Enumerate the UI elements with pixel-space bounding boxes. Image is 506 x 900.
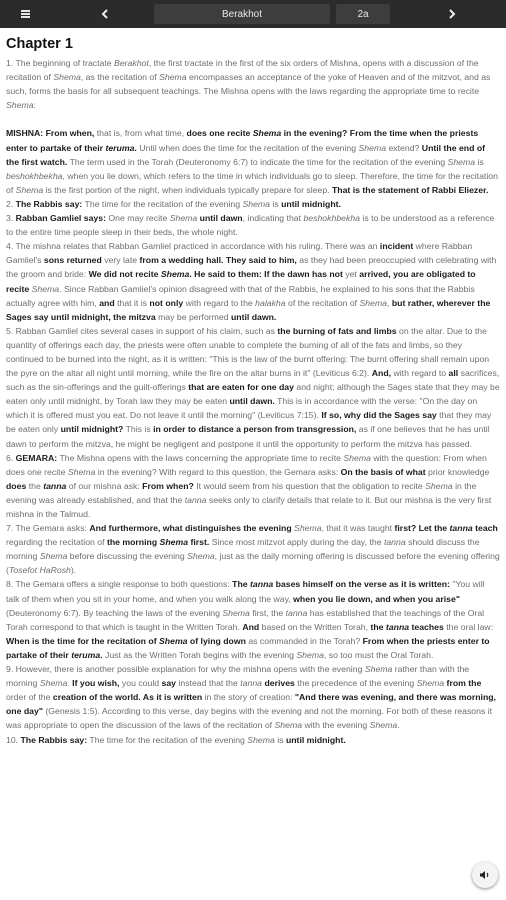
- text-segment: . He said to them: If the dawn has not: [189, 269, 343, 280]
- text-segment: Shema: [169, 213, 198, 224]
- text-segment: . Since Rabban Gamliel's opinion disagreed with that of the Rabbis, he explained to his sons that the Rabbis actually agree with him,: [6, 283, 475, 308]
- text-segment: prior knowledge: [425, 466, 490, 477]
- text-segment: very late: [101, 255, 140, 266]
- paragraph: [6, 733, 500, 747]
- text-segment: , when you lie down, which refers to the time in which individuals go to sleep. Therefore, the time for the recitation of: [6, 170, 498, 195]
- text-segment: not only: [149, 297, 184, 308]
- text-segment: (Genesis 1:5). According to this verse, day begins with the evening and not the morning. For both of these reasons it was appropriate to open the discussion of the laws of the recitation of: [6, 706, 493, 731]
- text-segment: Shema: [39, 551, 68, 562]
- text-segment: seeks only to clarify details that relate to it. But our mishna is the very first mishna in the Talmud.: [6, 494, 492, 519]
- text-segment: until dawn.: [229, 396, 275, 407]
- text-segment: say: [161, 678, 177, 689]
- text-segment: The Mishna opens with the laws concerning the appropriate time to recite: [57, 452, 344, 463]
- text-segment: as commanded in the Torah?: [245, 635, 363, 646]
- text-segment: Shema: [247, 734, 275, 745]
- text-segment: If you wish,: [72, 678, 120, 689]
- text-segment: regarding the recitation of: [6, 537, 107, 548]
- text-segment: yet: [342, 269, 360, 280]
- text-segment: 2.: [6, 198, 16, 209]
- text-segment: where Rabban Gamliel's: [6, 241, 473, 266]
- text-segment: Shema: [53, 72, 81, 83]
- text-segment: Shema: [159, 537, 189, 548]
- text-segment: until dawn.: [230, 311, 277, 322]
- text-segment: , so too must the Oral Torah.: [323, 649, 434, 660]
- text-segment: is to be understood as a reference to the entire time people sleep in their beds, the whole night.: [6, 213, 495, 238]
- next-page-button[interactable]: [428, 0, 476, 28]
- text-segment: 5. Rabban Gamliel cites several cases in support of his claim, such as: [6, 325, 278, 336]
- text-segment: .: [67, 678, 73, 689]
- text-segment: Shema: [15, 184, 44, 195]
- text-segment: the precedence of the evening: [294, 678, 417, 689]
- text-segment: 6.: [6, 452, 16, 463]
- text-segment: 9. However, there is another possible explanation for why the mishna opens with the evening: [6, 664, 365, 675]
- text-segment: 3.: [6, 213, 16, 224]
- text-segment: with the question: From when does one recite: [6, 452, 487, 477]
- text-segment: Shema: [343, 452, 371, 463]
- paragraph-list: [6, 56, 500, 747]
- text-segment: Shema: [187, 551, 215, 562]
- text-segment: when you lie down, and when you arise": [293, 593, 460, 604]
- text-segment: sacrifices, such as the sin-offerings and the guilt-offerings: [6, 368, 500, 393]
- text-segment: the burning of fats and limbs: [277, 325, 397, 336]
- text-segment: Shema: [222, 607, 250, 618]
- text-segment: in order to distance a person from transgression,: [153, 424, 357, 435]
- text-segment: until midnight.: [281, 198, 341, 209]
- top-toolbar: [0, 0, 506, 28]
- text-segment: first.: [188, 537, 210, 548]
- page-selector[interactable]: 2a: [336, 4, 390, 24]
- paragraph: [6, 211, 500, 239]
- text-segment: Shema: [425, 480, 453, 491]
- paragraph: [6, 577, 500, 662]
- paragraph: [6, 521, 500, 577]
- text-segment: tanna: [449, 523, 473, 534]
- text-segment: Tosefot HaRosh: [8, 565, 71, 576]
- text-segment: The Rabbis say:: [15, 198, 83, 209]
- text-segment: is the first portion of the night, when individuals typically prepare for sleep.: [43, 184, 332, 195]
- text-segment: until dawn: [199, 213, 243, 224]
- text-segment: From when the priests enter to partake of their: [6, 635, 490, 660]
- text-segment: that is, from what time,: [94, 128, 187, 139]
- text-segment: ).: [70, 565, 77, 576]
- text-segment: instead that the: [176, 678, 241, 689]
- text-segment: the morning: [106, 537, 160, 548]
- paragraph: [6, 662, 500, 732]
- text-segment: teach: [472, 523, 498, 534]
- text-segment: The time for the recitation of the evening: [87, 734, 248, 745]
- text-segment: as if one believes that he has until dawn to perform the mitzva, he might be negligent and postpone it until the opportunity to perform the mitzva has passed.: [6, 424, 490, 449]
- text-segment: but rather, wherever the Sages say until midnight, the mitzva: [6, 297, 491, 322]
- text-segment: order of the: [6, 692, 53, 703]
- text-segment: Shema: [67, 466, 96, 477]
- text-segment: Shema: [296, 649, 324, 660]
- text-segment: If so, why did the Sages say: [321, 410, 437, 421]
- text-segment: tanna: [250, 579, 274, 590]
- text-segment: (Deuteronomy 6:7). By teaching the laws of the evening: [6, 607, 223, 618]
- text-segment: :: [33, 100, 36, 111]
- text-segment: bases himself on the verse as it is written:: [273, 579, 450, 590]
- text-segment: Shema: [39, 678, 68, 689]
- text-segment: before discussing the evening: [67, 551, 188, 562]
- text-segment: you could: [119, 678, 162, 689]
- text-segment: teruma: [71, 649, 101, 660]
- text-content[interactable]: [6, 36, 500, 900]
- text-segment: It would seem from his question that the obligation to recite: [193, 480, 426, 491]
- audio-button[interactable]: [472, 862, 498, 888]
- text-segment: based on the Written Torah,: [259, 621, 371, 632]
- text-segment: on the altar. Due to the quantity of offerings each day, the priests were often unable to complete the burning of all of the fats and limbs, so they continued to be burned into the night, as it is written: "This is the law of the burnt offering: The burnt offering shall remain upon the pyre on the altar all night until morning, while the fire on the altar burns in it" (Leviticus 6:2).: [6, 325, 490, 379]
- text-segment: On the basis of what: [340, 466, 426, 477]
- text-segment: tanna: [383, 537, 406, 548]
- paragraph: [6, 197, 500, 211]
- text-segment: "You will talk of them when you sit in your home, and when you walk along the way,: [6, 579, 485, 604]
- text-segment: of lying down: [187, 635, 246, 646]
- text-segment: , indicating that: [242, 213, 304, 224]
- text-segment: Shema: [447, 156, 476, 167]
- chevron-right-icon: [449, 9, 456, 19]
- text-segment: that are eaten for one day: [188, 382, 294, 393]
- text-segment: tanna: [385, 621, 410, 632]
- text-segment: Shema: [31, 283, 60, 294]
- text-segment: This is: [123, 424, 154, 435]
- text-segment: as they had been preoccupied with celebrating with the groom and bride:: [6, 255, 497, 280]
- text-segment: in the story of creation:: [202, 692, 295, 703]
- text-segment: all: [448, 368, 459, 379]
- paragraph: [6, 451, 500, 521]
- text-segment: until midnight.: [285, 734, 346, 745]
- text-segment: The time for the recitation of the evening: [82, 198, 243, 209]
- text-segment: And: [242, 621, 260, 632]
- text-segment: , just as the daily morning offering is discussed before the evening offering (: [6, 551, 500, 576]
- text-segment: teruma: [105, 142, 135, 153]
- text-segment: of our mishna ask:: [66, 480, 143, 491]
- text-segment: And furthermore, what distinguishes the evening: [89, 523, 292, 534]
- text-segment: and: [99, 297, 115, 308]
- text-segment: Shema: [369, 720, 398, 731]
- text-segment: .: [100, 649, 103, 660]
- text-segment: When is the time for the recitation of: [6, 635, 160, 646]
- text-segment: until midnight?: [60, 424, 124, 435]
- text-segment: The term used in the Torah (Deuteronomy 6:7) to indicate the time for the recitation of the evening: [67, 156, 448, 167]
- text-segment: ,: [387, 297, 392, 308]
- text-segment: in the evening was already established, and that the: [6, 480, 477, 505]
- text-segment: 10.: [6, 734, 21, 745]
- text-segment: Shema: [6, 100, 34, 111]
- text-segment: And,: [371, 368, 392, 379]
- previous-page-button[interactable]: [80, 0, 128, 28]
- text-segment: Shema: [274, 720, 303, 731]
- text-segment: Until when does the time for the recitation of the evening: [136, 142, 359, 153]
- text-segment: sons returned: [43, 255, 102, 266]
- text-segment: From when?: [142, 480, 194, 491]
- text-segment: "And there was evening, and there was morning, one day": [6, 692, 496, 717]
- text-segment: .: [134, 142, 137, 153]
- text-segment: teaches: [409, 621, 444, 632]
- text-segment: 4. The mishna relates that Rabban Gamliel practiced in accordance with his ruling. There was an: [6, 241, 380, 252]
- text-segment: has established that the teachings of the Oral Torah correspond to that which is taught in the Written Torah.: [6, 607, 485, 632]
- text-segment: extend?: [386, 142, 422, 153]
- text-segment: MISHNA: From when,: [6, 128, 95, 139]
- text-segment: one recite: [209, 128, 253, 139]
- text-segment: from the: [446, 678, 482, 689]
- text-segment: Shema: [242, 198, 270, 209]
- text-segment: is: [270, 198, 282, 209]
- text-segment: We did not recite: [88, 269, 161, 280]
- text-segment: tanna: [43, 480, 67, 491]
- text-segment: Shema: [359, 297, 388, 308]
- text-segment: Shema: [364, 664, 393, 675]
- text-segment: tanna: [285, 607, 308, 618]
- text-segment: , as the recitation of: [80, 72, 160, 83]
- text-segment: is: [475, 156, 484, 167]
- text-segment: The Rabbis say:: [20, 734, 88, 745]
- text-segment: of the recitation of: [285, 297, 360, 308]
- text-segment: from a wedding hall. They said to him,: [139, 255, 297, 266]
- text-segment: derives: [264, 678, 295, 689]
- text-segment: first? Let the: [394, 523, 450, 534]
- text-segment: does: [6, 480, 27, 491]
- chapter-title: Chapter 1: [6, 36, 73, 52]
- text-segment: creation of the world. As it is written: [52, 692, 203, 703]
- text-segment: Since most mitzvot apply during the day, the: [209, 537, 384, 548]
- text-segment: arrived, you are obligated to recite: [6, 269, 476, 294]
- text-segment: 8. The Gemara offers a single response to both questions:: [6, 579, 233, 590]
- text-segment: , the first tractate in the first of the six orders of Mishna, opens with a discussion of the recitation of: [6, 58, 479, 83]
- paragraph: [6, 126, 500, 196]
- text-segment: that they may be eaten only: [6, 410, 492, 435]
- chevron-left-icon: [101, 9, 108, 19]
- text-segment: is: [274, 734, 286, 745]
- book-selector[interactable]: Berakhot: [154, 4, 330, 24]
- text-segment: Rabban Gamliel says:: [15, 213, 106, 224]
- text-segment: Berakhot: [114, 58, 149, 68]
- text-segment: in the evening? With regard to this question, the Gemara asks:: [95, 466, 341, 477]
- text-segment: with the evening: [302, 720, 370, 731]
- text-segment: Shema: [416, 678, 445, 689]
- text-segment: does: [186, 128, 207, 139]
- text-segment: 7. The Gemara asks:: [6, 523, 90, 534]
- text-segment: with regard to the: [183, 297, 256, 308]
- text-segment: , that it was taught: [321, 523, 395, 534]
- text-segment: rather than with the morning: [6, 664, 470, 689]
- text-segment: Until the end of the first watch.: [6, 142, 486, 167]
- text-segment: This is in accordance with the verse: "On the day on which it is offered must you eat. Do not leave it until the morning" (Leviticus 7:15).: [6, 396, 478, 421]
- text-segment: Just as the Written Torah begins with the evening: [102, 649, 297, 660]
- text-segment: beshokhbekha: [6, 170, 63, 181]
- text-segment: may be performed: [155, 311, 231, 322]
- text-segment: that it is: [114, 297, 150, 308]
- paragraph: [6, 239, 500, 324]
- text-segment: and night; although the Sages state that they may be eaten only until midnight, by Torah law they may be eaten: [6, 382, 500, 407]
- text-segment: The: [232, 579, 251, 590]
- text-segment: Shema: [294, 523, 322, 534]
- text-segment: halakha: [255, 297, 286, 308]
- text-segment: the: [26, 480, 44, 491]
- text-segment: incident: [379, 241, 414, 252]
- menu-button[interactable]: [0, 0, 50, 28]
- text-segment: Shema: [160, 269, 190, 280]
- text-segment: in the evening? From the time when the priests enter to partake of their: [6, 128, 479, 153]
- text-segment: should discuss the morning: [6, 537, 480, 562]
- text-segment: the oral law:: [443, 621, 494, 632]
- text-segment: One may recite: [105, 213, 170, 224]
- paragraph: [6, 56, 500, 112]
- text-segment: tanna: [240, 678, 263, 689]
- text-segment: encompasses an acceptance of the yoke of Heaven and of the mitzvot, and as such, forms the basis for all subsequent teachings. The Mishna opens with the laws regarding the appropriate time to recite: [6, 72, 491, 97]
- text-segment: Shema: [159, 72, 187, 83]
- text-segment: Shema: [159, 635, 188, 646]
- text-segment: Shema: [252, 128, 282, 139]
- paragraph: [6, 324, 500, 451]
- text-segment: beshokhbekha: [303, 213, 360, 224]
- hamburger-icon: [21, 10, 30, 18]
- text-segment: with regard to: [391, 368, 449, 379]
- speaker-icon: [479, 870, 491, 880]
- text-segment: That is the statement of Rabbi Eliezer.: [331, 184, 489, 195]
- text-segment: tanna: [184, 494, 207, 505]
- text-segment: 1. The beginning of tractate: [6, 58, 115, 68]
- text-segment: the: [370, 621, 386, 632]
- text-segment: GEMARA:: [15, 452, 58, 463]
- text-segment: Shema: [358, 142, 387, 153]
- text-segment: first, the: [249, 607, 286, 618]
- text-segment: .: [397, 720, 400, 731]
